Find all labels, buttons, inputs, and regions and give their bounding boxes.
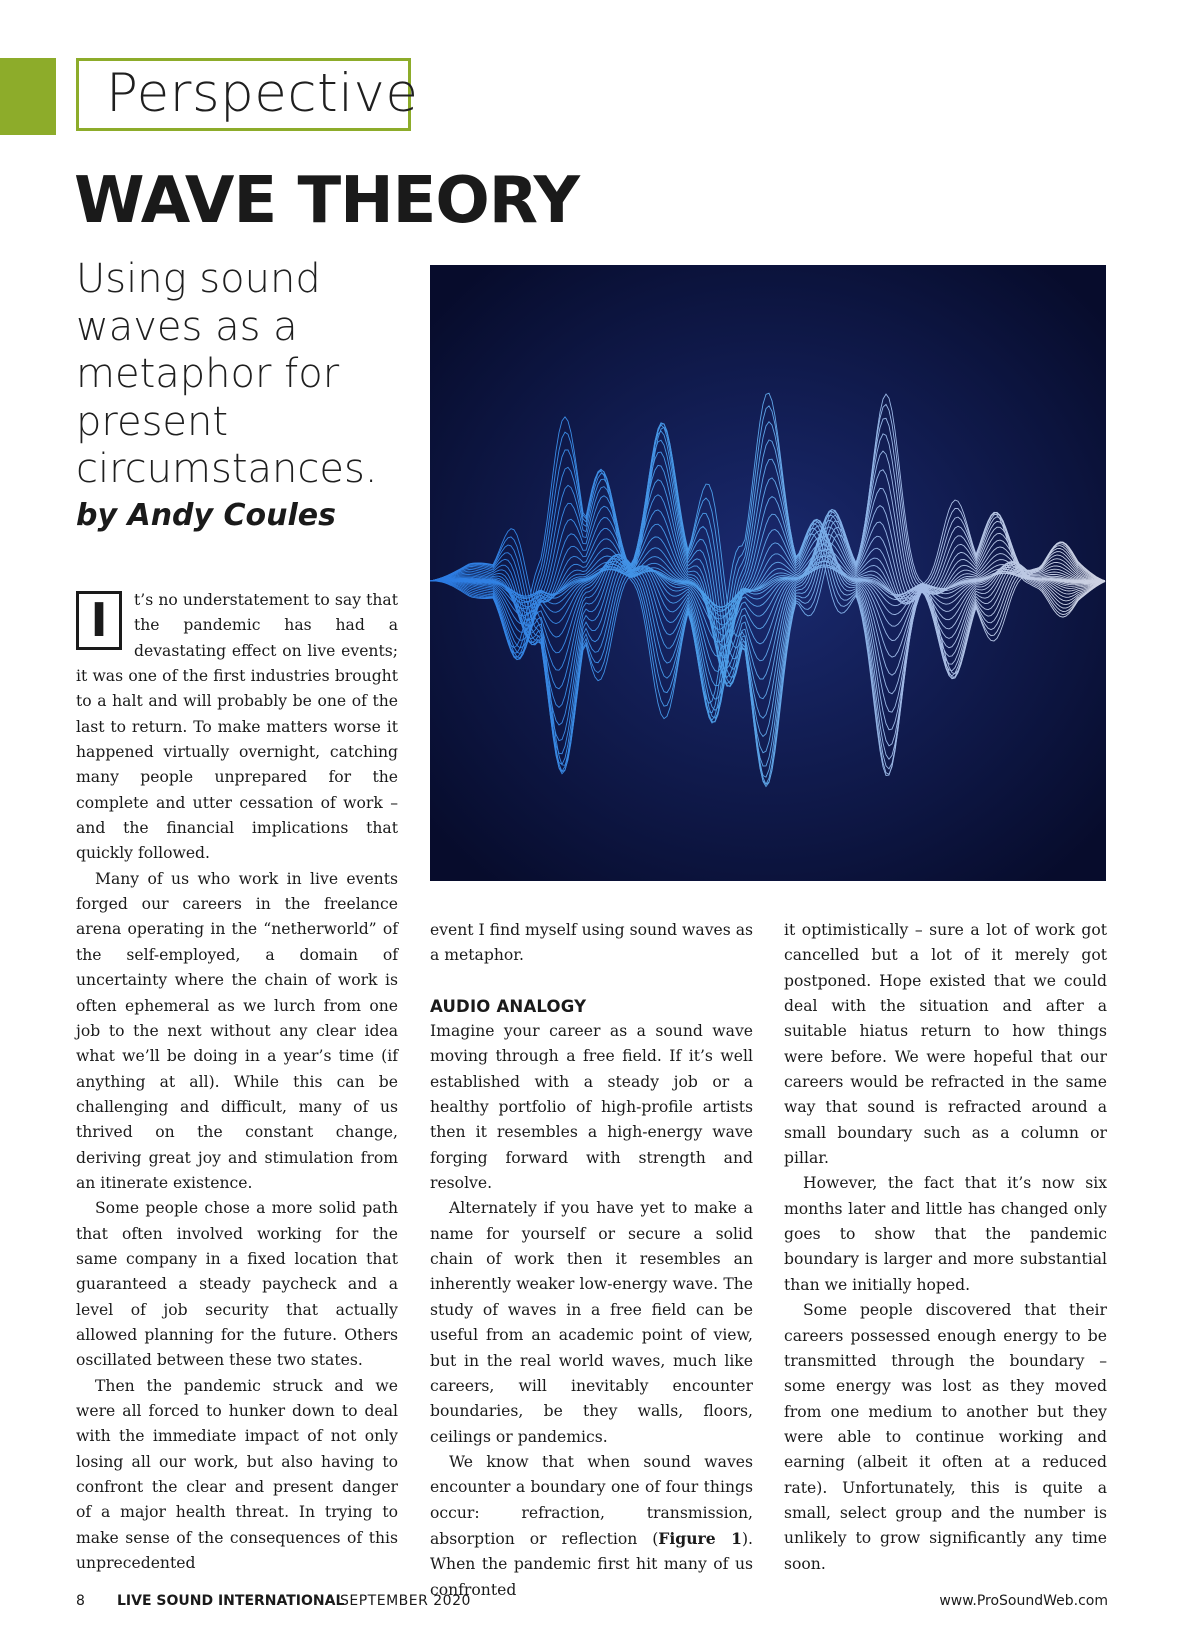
page-number: 8 — [76, 1593, 85, 1609]
paragraph: However, the fact that it’s now six months later and little has changed only goes to show that the pandemic boundary is larger and more substantial than we initially hoped. — [784, 1174, 1107, 1294]
paragraph: Imagine your career as a sound wave moving through a free field. If it’s well established with a steady job or a healthy portfolio of high-profile artists then it resembles a high-energy wave forging forward with strength and resolve. — [430, 1022, 753, 1193]
paragraph: Alternately if you have yet to make a name for yourself or secure a solid chain of work then it resembles an inherently weaker low-energy wave. The study of waves in a free field can be useful from an academic point of view, but in the real world waves, much like careers, will inevitably encounter boundaries, be they walls, floors, ceilings or pandemics. — [430, 1199, 753, 1446]
article-column-1 — [76, 588, 398, 1576]
drop-cap: I — [76, 591, 122, 650]
sound-wave-photo — [430, 265, 1106, 881]
sound-wave-illustration — [430, 265, 1106, 881]
paragraph: it optimistically – sure a lot of work got cancelled but a lot of it merely got postponed. Hope existed that we could deal with the situation and after a suitable hiatus return to how things were before. We were hopeful that our careers would be refracted in the same way that sound is refracted around a small boundary such as a column or pillar. — [784, 921, 1107, 1168]
article-column-3 — [784, 918, 1107, 1577]
section-label: Perspective — [106, 63, 419, 124]
publication-name: LIVE SOUND INTERNATIONAL — [117, 1593, 345, 1609]
paragraph: Some people chose a more solid path that often involved working for the same company in a fixed location that guaranteed a steady paycheck and a level of job security that actually allowed planning for the future. Others oscillated between these two states. — [76, 1199, 398, 1370]
article-headline: WAVE THEORY — [74, 164, 579, 238]
paragraph: Then the pandemic struck and we were all forced to hunker down to deal with the immediate impact of not only losing all our work, but also having to confront the clear and present danger of a major health threat. In trying to make sense of the consequences of this unprecedented — [76, 1376, 398, 1573]
paragraph: Some people discovered that their careers possessed enough energy to be transmitted through the boundary – some energy was lost as they moved from one medium to another but they were able to continue working and earning (albeit it often at a reduced rate). Unfortunately, this is quite a small, select group and the number is unlikely to grow significantly any time soon. — [784, 1301, 1107, 1573]
section-label-box — [76, 58, 419, 131]
figure-reference: Figure 1 — [658, 1528, 742, 1548]
paragraph: event I find myself using sound waves as a metaphor. — [430, 921, 753, 965]
issue-date: SEPTEMBER 2020 — [340, 1593, 471, 1609]
article-column-2 — [430, 918, 753, 1603]
website-url: www.ProSoundWeb.com — [939, 1593, 1108, 1609]
section-heading: AUDIO ANALOGY — [430, 996, 587, 1016]
paragraph: I t’s no understatement to say that the pandemic has had a devastating effect on live events; it was one of the first industries brought to a halt and will probably be one of the last to return. To make matters worse it happened virtually overnight, catching many people unprepared for the complete and utter cessation of work – and the financial implications that quickly followed. — [76, 591, 398, 863]
paragraph: We know that when sound waves encounter a boundary one of four things occur: refraction, transmission, absorption or reflection (Figure 1). When the pandemic first hit many of us confronted — [430, 1452, 753, 1599]
article-byline: by Andy Coules — [76, 498, 336, 533]
article-subhead: Using sound waves as a metaphor for present circumstances. — [76, 256, 378, 492]
paragraph: Many of us who work in live events forged our careers in the freelance arena operating in the “netherworld” of the self-employed, a domain of uncertainty where the chain of work is often ephemeral as we lurch from one job to the next without any clear idea what we’ll be doing in a year’s time (if anything at all). While this can be challenging and difficult, many of us thrived on the constant change, deriving great joy and stimulation from an itinerate existence. — [76, 869, 398, 1192]
section-color-tab — [0, 58, 56, 135]
